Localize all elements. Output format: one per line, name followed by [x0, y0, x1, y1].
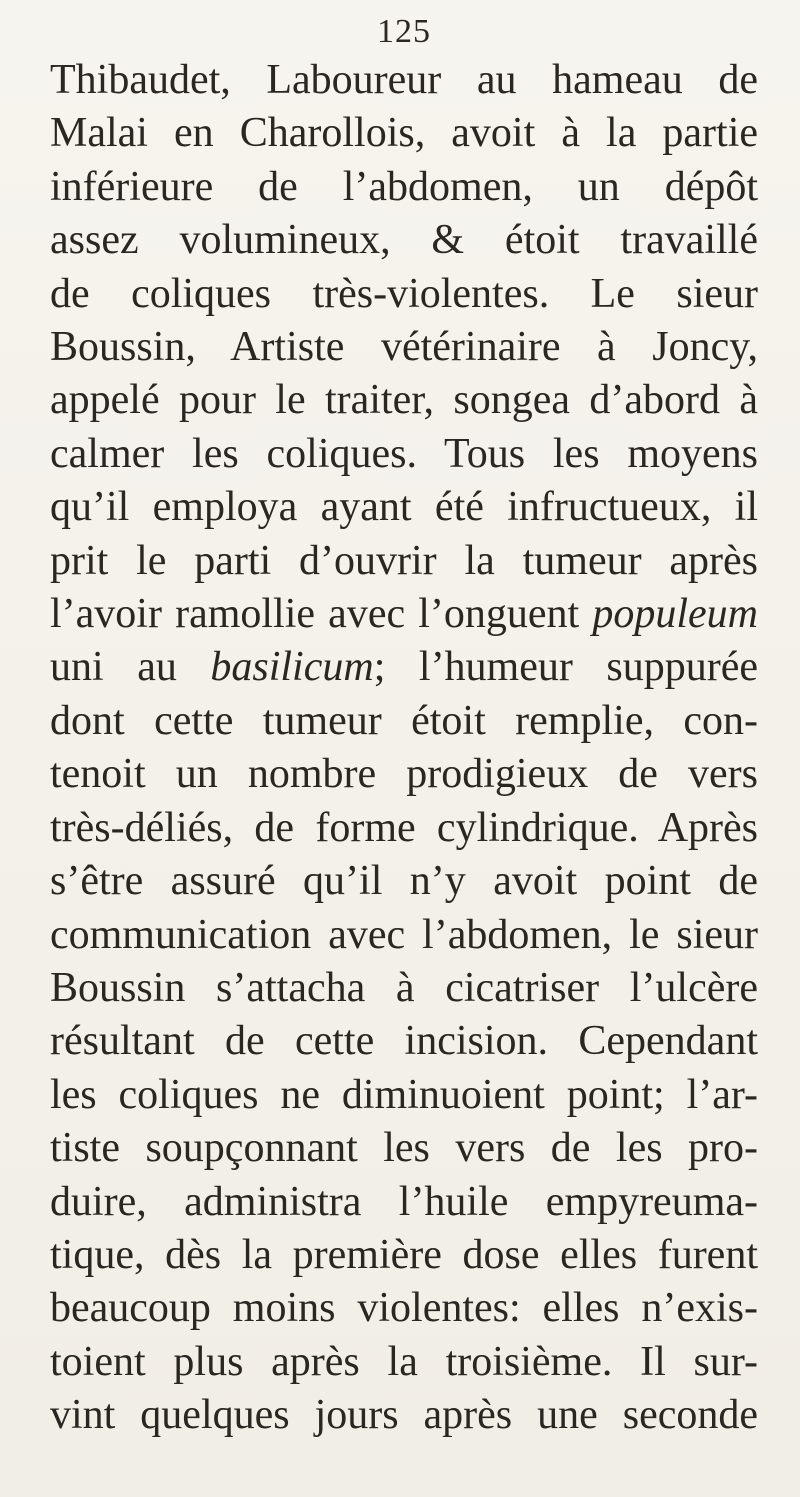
text-segment: Boussin, Artiste vétérinaire à Joncy,: [50, 324, 758, 371]
text-line: [50, 321, 758, 374]
text-line: [50, 909, 758, 962]
text-segment: duire, administra l’huile empyreuma-: [50, 1178, 758, 1225]
text-segment: Boussin s’attacha à cicatriser l’ulcère: [50, 964, 758, 1011]
text-segment: inférieure de l’abdomen, un dépôt: [50, 163, 758, 210]
text-segment: s’être assuré qu’il n’y avoit point de: [50, 858, 758, 905]
text-segment: Thibaudet, Laboureur au hameau de: [50, 57, 758, 103]
text-line: [50, 107, 758, 160]
text-line: [50, 1336, 758, 1389]
page-number: 125: [377, 13, 431, 50]
text-line: [50, 1015, 758, 1068]
text-segment: les coliques ne diminuoient point; l’ar-: [50, 1071, 758, 1118]
text-segment: communication avec l’abdomen, le sieur: [50, 911, 758, 958]
text-segment: beaucoup moins violentes: elles n’exis-: [50, 1285, 758, 1332]
text-line: [50, 481, 758, 534]
text-segment: dont cette tumeur étoit remplie, con-: [50, 697, 758, 744]
text-line: [50, 374, 758, 427]
body-text: [50, 54, 758, 1443]
text-segment: uni au: [50, 644, 211, 691]
text-segment: vint quelques jours après une seconde: [50, 1392, 758, 1439]
text-segment: calmer les coliques. Tous les moyens: [50, 430, 758, 477]
italic-term: basilicum: [210, 644, 374, 691]
text-segment: tenoit un nombre prodigieux de vers: [50, 751, 758, 798]
text-segment: tique, dès la première dose elles furent: [50, 1231, 758, 1278]
text-line: [50, 535, 758, 588]
text-line: [50, 695, 758, 748]
text-segment: qu’il employa ayant été infructueux, il: [50, 484, 758, 531]
text-segment: ; l’humeur suppurée: [373, 644, 758, 691]
text-line: [50, 1229, 758, 1282]
text-segment: appelé pour le traiter, songea d’abord à: [50, 377, 758, 424]
text-segment: de coliques très-violentes. Le sieur: [50, 270, 758, 317]
text-segment: résultant de cette incision. Cependant: [50, 1018, 758, 1065]
text-line: [50, 1389, 758, 1442]
text-segment: l’avoir ramollie avec l’onguent: [50, 591, 593, 638]
text-segment: prit le parti d’ouvrir la tumeur après: [50, 537, 758, 584]
italic-term: populeum: [592, 591, 758, 638]
text-line: [50, 214, 758, 267]
text-line: [50, 802, 758, 855]
text-line: [50, 1282, 758, 1335]
text-line: [50, 588, 758, 641]
text-segment: Malai en Charollois, avoit à la partie: [50, 110, 758, 157]
text-line: [50, 1176, 758, 1229]
text-segment: très-déliés, de forme cylindrique. Après: [50, 804, 758, 851]
text-line: [50, 1069, 758, 1122]
text-line: [50, 962, 758, 1015]
text-line: [50, 1122, 758, 1175]
text-segment: tiste soupçonnant les vers de les pro-: [50, 1125, 758, 1172]
text-segment: assez volumineux, & étoit travaillé: [50, 217, 758, 264]
text-line: [50, 268, 758, 321]
text-line: [50, 54, 758, 107]
text-line: [50, 855, 758, 908]
text-line: [50, 748, 758, 801]
text-line: [50, 428, 758, 481]
text-line: [50, 641, 758, 694]
text-line: [50, 161, 758, 214]
text-segment: toient plus après la troisième. Il sur-: [50, 1338, 758, 1385]
